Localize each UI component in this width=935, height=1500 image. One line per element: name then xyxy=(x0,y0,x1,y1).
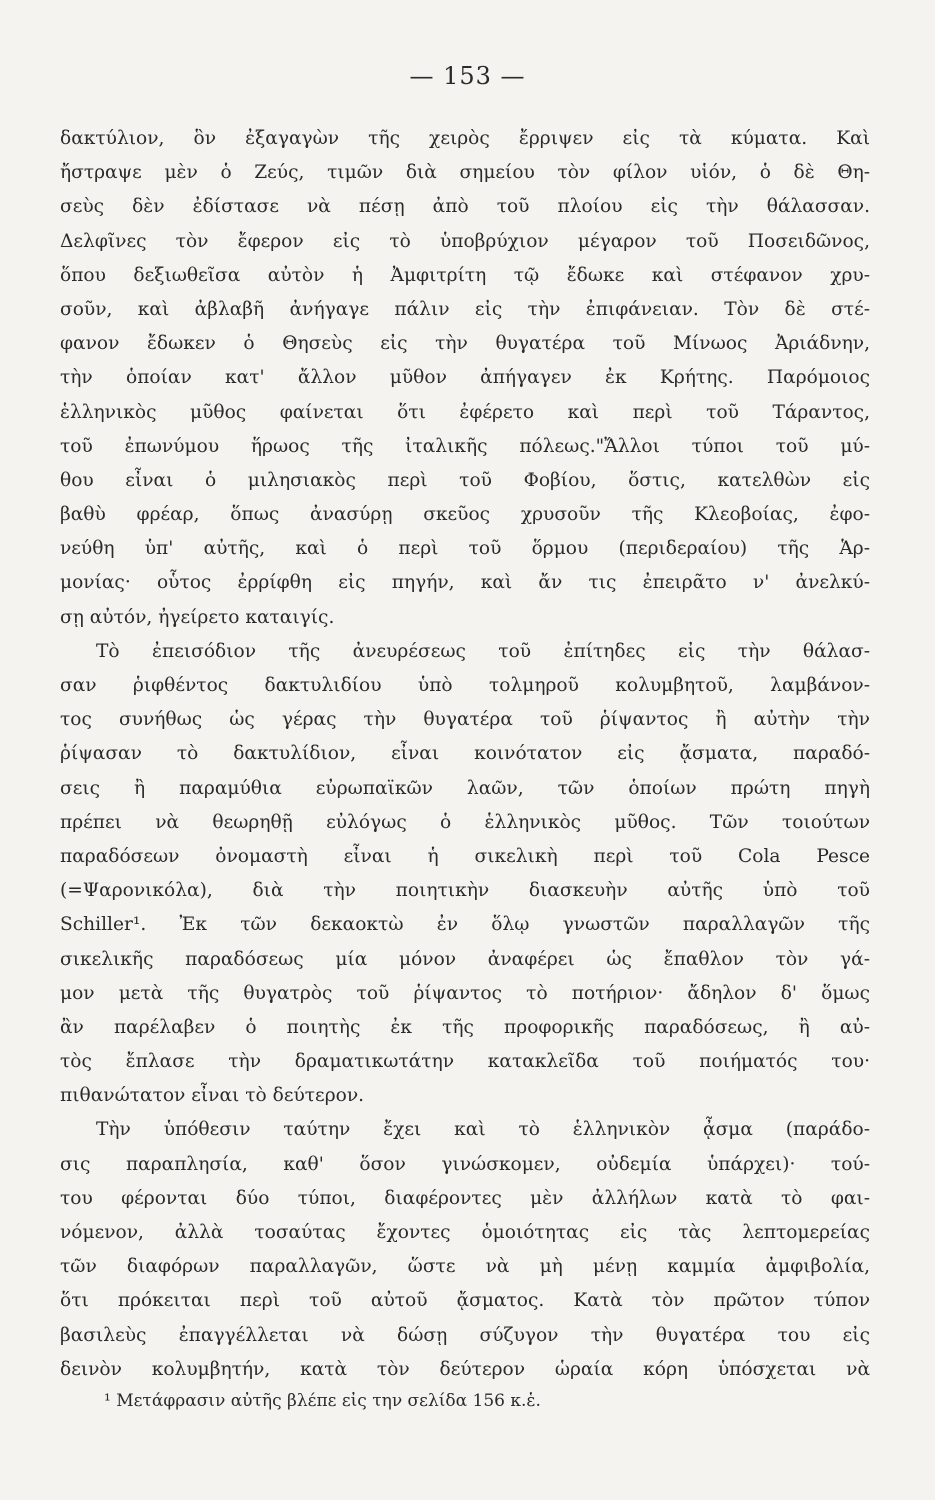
text-line: πιθανώτατον εἶναι τὸ δεύτερον. xyxy=(60,1085,365,1107)
text-line: νεύθη ὑπ' αὐτῆς, καὶ ὁ περὶ τοῦ ὅρμου (περιδεραίου) τῆς Ἁρ- xyxy=(60,538,870,560)
text-line: ὅτι πρόκειται περὶ τοῦ αὐτοῦ ᾄσματος. Κατὰ τὸν πρῶτον τύπον xyxy=(60,1290,870,1312)
text-line: φανον ἔδωκεν ὁ Θησεὺς εἰς τὴν θυγατέρα τοῦ Μίνωος Ἀριάδνην, xyxy=(60,333,870,355)
text-line: Τὸ ἐπεισόδιον τῆς ἀνευρέσεως τοῦ ἐπίτηδες εἰς τὴν θάλασ- xyxy=(96,640,870,662)
text-line: δεινὸν κολυμβητήν, κατὰ τὸν δεύτερον ὡραία κόρη ὑπόσχεται νὰ xyxy=(60,1358,870,1380)
text-line: σικελικῆς παραδόσεως μία μόνον ἀναφέρει ὡς ἔπαθλον τὸν γά- xyxy=(60,948,870,970)
text-line: μονίας· οὗτος ἐρρίφθη εἰς πηγήν, καὶ ἄν τις ἐπειρᾶτο ν' ἀνελκύ- xyxy=(60,572,870,594)
text-line: ὅπου δεξιωθεῖσα αὐτὸν ἡ Ἀμφιτρίτη τῷ ἔδωκε καὶ στέφανον χρυ- xyxy=(60,264,870,286)
text-line: ἂν παρέλαβεν ὁ ποιητὴς ἐκ τῆς προφορικῆς παραδόσεως, ἢ αὐ- xyxy=(60,1016,870,1038)
body-text xyxy=(60,122,870,1387)
text-line: μον μετὰ τῆς θυγατρὸς τοῦ ῥίψαντος τὸ ποτήριον· ἄδηλον δ' ὅμως xyxy=(60,982,870,1004)
text-line: δακτύλιον, ὃν ἐξαγαγὼν τῆς χειρὸς ἔρριψεν εἰς τὰ κύματα. Καὶ xyxy=(60,128,870,149)
page-number: — 153 — xyxy=(409,62,526,90)
footnote: ¹ Μετάφρασιν αὐτῆς βλέπε εἰς την σελίδα 156 κ.ἑ. xyxy=(104,1391,541,1411)
text-line: τὸς ἔπλασε τὴν δραματικωτάτην κατακλεῖδα τοῦ ποιήματός του· xyxy=(60,1051,870,1073)
text-line: βαθὺ φρέαρ, ὅπως ἀνασύρῃ σκεῦος χρυσοῦν τῆς Κλεοβοίας, ἐφο- xyxy=(60,504,870,526)
text-line: Τὴν ὑπόθεσιν ταύτην ἔχει καὶ τὸ ἑλληνικὸν ᾆσμα (παράδο- xyxy=(96,1119,870,1141)
text-line: σοῦν, καὶ ἀβλαβῆ ἀνήγαγε πάλιν εἰς τὴν ἐπιφάνειαν. Τὸν δὲ στέ- xyxy=(60,298,870,320)
text-line: σῃ αὐτόν, ἠγείρετο καταιγίς. xyxy=(60,606,335,628)
text-line: βασιλεὺς ἐπαγγέλλεται νὰ δώσῃ σύζυγον τὴν θυγατέρα του εἰς xyxy=(60,1324,870,1346)
text-line: θου εἶναι ὁ μιλησιακὸς περὶ τοῦ Φοβίου, ὅστις, κατελθὼν εἰς xyxy=(60,469,870,491)
text-line: (=Ψαρονικόλα), διὰ τὴν ποιητικὴν διασκευὴν αὐτῆς ὑπὸ τοῦ xyxy=(60,880,870,902)
text-line: νόμενον, ἀλλὰ τοσαύτας ἔχοντες ὁμοιότητας εἰς τὰς λεπτομερείας xyxy=(60,1222,870,1243)
text-line: τος συνήθως ὡς γέρας τὴν θυγατέρα τοῦ ῥίψαντος ἢ αὐτὴν τὴν xyxy=(60,709,870,731)
text-line: τῶν διαφόρων παραλλαγῶν, ὥστε νὰ μὴ μένῃ καμμία ἀμφιβολία, xyxy=(60,1256,870,1278)
text-line: πρέπει νὰ θεωρηθῇ εὐλόγως ὁ ἑλληνικὸς μῦθος. Τῶν τοιούτων xyxy=(60,811,870,833)
text-line: ἤστραψε μὲν ὁ Ζεύς, τιμῶν διὰ σημείου τὸν φίλον υἱόν, ὁ δὲ Θη- xyxy=(60,162,870,184)
text-line: σεὺς δὲν ἐδίστασε νὰ πέσῃ ἀπὸ τοῦ πλοίου εἰς τὴν θάλασσαν. xyxy=(60,196,870,218)
text-line: τοῦ ἐπωνύμου ἥρωος τῆς ἰταλικῆς πόλεως."Ἄλλοι τύποι τοῦ μύ- xyxy=(60,435,870,457)
text-line: Δελφῖνες τὸν ἔφερον εἰς τὸ ὑποβρύχιον μέγαρον τοῦ Ποσειδῶνος, xyxy=(60,230,870,252)
text-line: ἑλληνικὸς μῦθος φαίνεται ὅτι ἐφέρετο καὶ περὶ τοῦ Τάραντος, xyxy=(60,401,870,423)
text-line: σις παραπλησία, καθ' ὅσον γινώσκομεν, οὐδεμία ὑπάρχει)· τού- xyxy=(60,1153,870,1175)
text-line: παραδόσεων ὀνομαστὴ εἶναι ἡ σικελικὴ περὶ τοῦ Cola Pesce xyxy=(60,845,870,867)
text-line: σαν ῥιφθέντος δακτυλιδίου ὑπὸ τολμηροῦ κολυμβητοῦ, λαμβάνον- xyxy=(60,675,870,696)
text-line: του φέρονται δύο τύποι, διαφέροντες μὲν ἀλλήλων κατὰ τὸ φαι- xyxy=(60,1187,870,1209)
text-line: σεις ἢ παραμύθια εὐρωπαϊκῶν λαῶν, τῶν ὁποίων πρώτη πηγὴ xyxy=(60,777,870,799)
text-line: Schiller¹. Ἐκ τῶν δεκαοκτὼ ἐν ὅλῳ γνωστῶν παραλλαγῶν τῆς xyxy=(60,914,870,936)
text-line: ῥίψασαν τὸ δακτυλίδιον, εἶναι κοινότατον εἰς ᾄσματα, παραδό- xyxy=(60,743,870,765)
text-line: τὴν ὁποίαν κατ' ἄλλον μῦθον ἀπήγαγεν ἐκ Κρήτης. Παρόμοιος xyxy=(60,367,870,389)
